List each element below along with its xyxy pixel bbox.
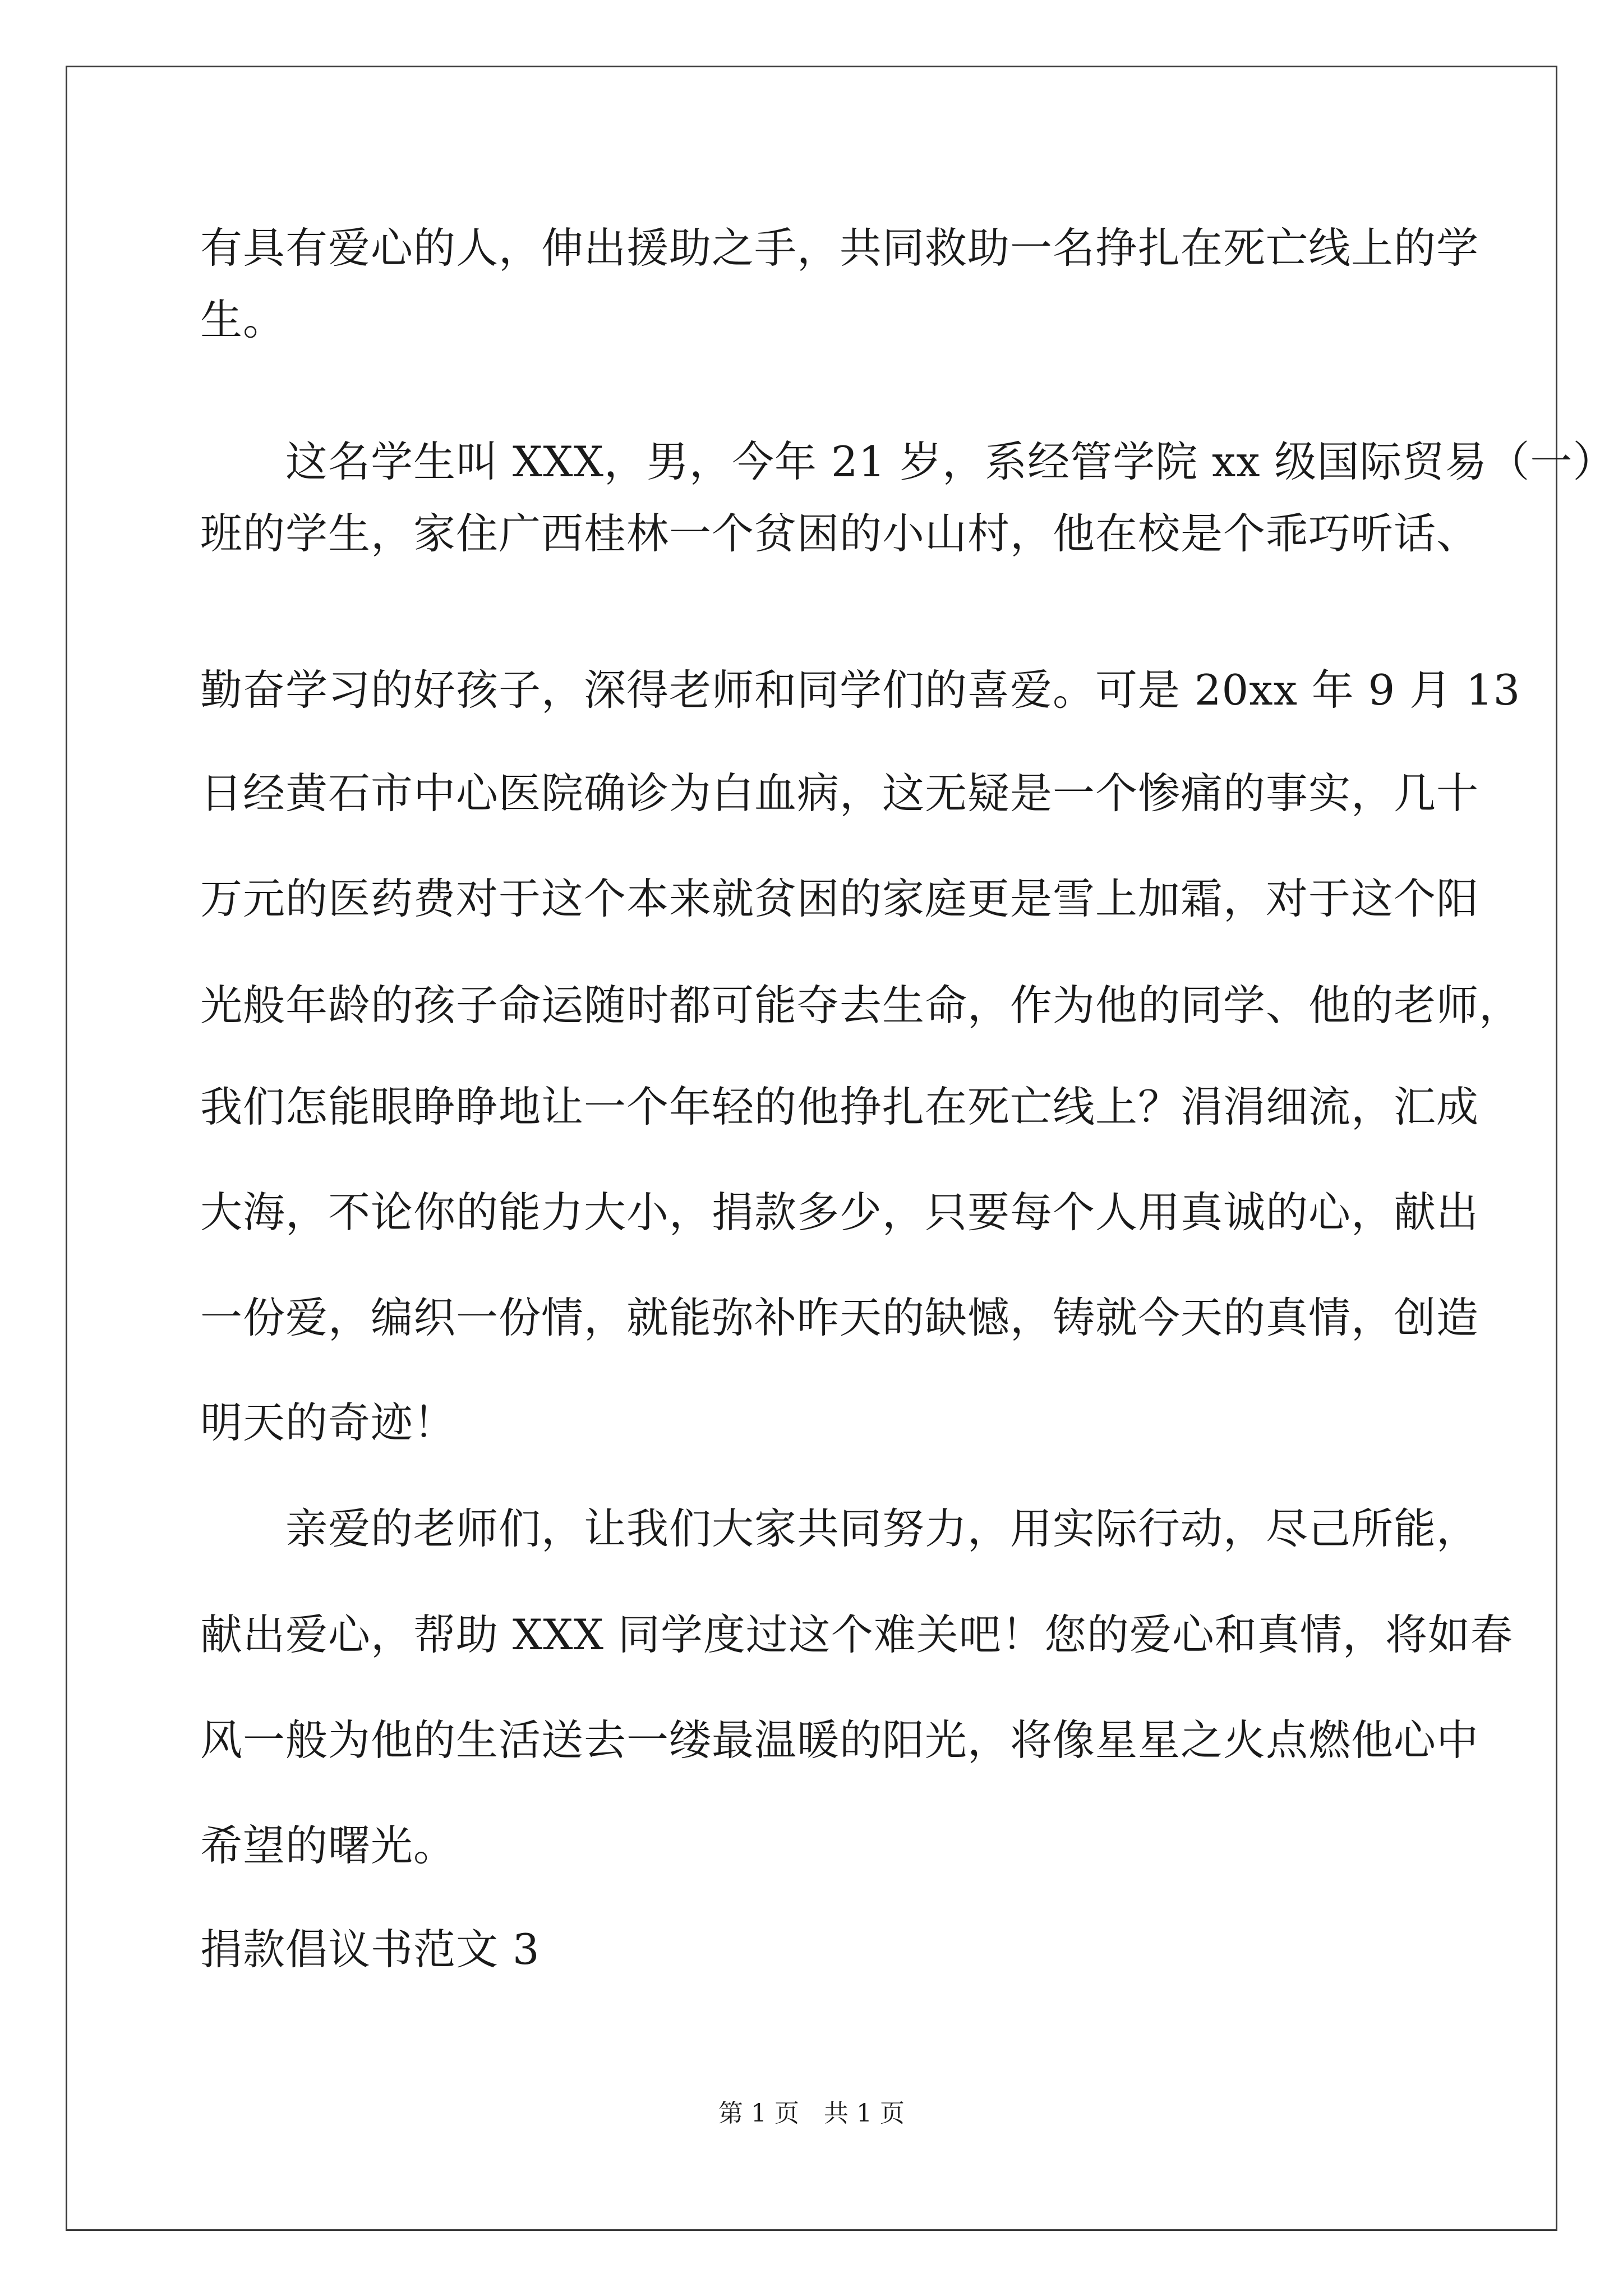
- text-line: 一份爱，编织一份情，就能弥补昨天的缺憾，铸就今天的真情，创造: [200, 1293, 1479, 1342]
- text-line: 生。: [200, 295, 286, 344]
- text-line: 亲爱的老师们，让我们大家共同努力，用实际行动，尽己所能，: [200, 1504, 1479, 1553]
- text-line: 日经黄石市中心医院确诊为白血病，这无疑是一个惨痛的事实，几十: [200, 769, 1479, 818]
- text-line: 有具有爱心的人，伸出援助之手，共同救助一名挣扎在死亡线上的学: [200, 223, 1479, 273]
- text-line: 献出爱心，帮助 XXX 同学度过这个难关吧！您的爱心和真情，将如春: [200, 1610, 1513, 1659]
- page-border: [66, 66, 1557, 2231]
- text-line: 明天的奇迹！: [200, 1398, 457, 1447]
- text-line: 这名学生叫 XXX，男，今年 21 岁，系经管学院 xx 级国际贸易（一）: [200, 437, 1616, 486]
- text-line: 万元的医药费对于这个本来就贫困的家庭更是雪上加霜，对于这个阳: [200, 874, 1479, 923]
- text-line: 勤奋学习的好孩子，深得老师和同学们的喜爱。可是 20xx 年 9 月 13: [200, 665, 1521, 715]
- text-line: 风一般为他的生活送去一缕最温暖的阳光，将像星星之火点燃他心中: [200, 1715, 1479, 1765]
- text-line: 希望的曙光。: [200, 1821, 457, 1870]
- page-number: 第 1 页 共 1 页: [718, 2099, 905, 2128]
- section-heading: 捐款倡议书范文 3: [200, 1925, 540, 1974]
- text-line: 大海，不论你的能力大小，捐款多少，只要每个人用真诚的心，献出: [200, 1188, 1479, 1237]
- text-line: 光般年龄的孩子命运随时都可能夺去生命，作为他的同学、他的老师，: [200, 981, 1522, 1030]
- text-line: 我们怎能眼睁睁地让一个年轻的他挣扎在死亡线上？涓涓细流，汇成: [200, 1082, 1479, 1131]
- text-line: 班的学生，家住广西桂林一个贫困的小山村，他在校是个乖巧听话、: [200, 509, 1479, 558]
